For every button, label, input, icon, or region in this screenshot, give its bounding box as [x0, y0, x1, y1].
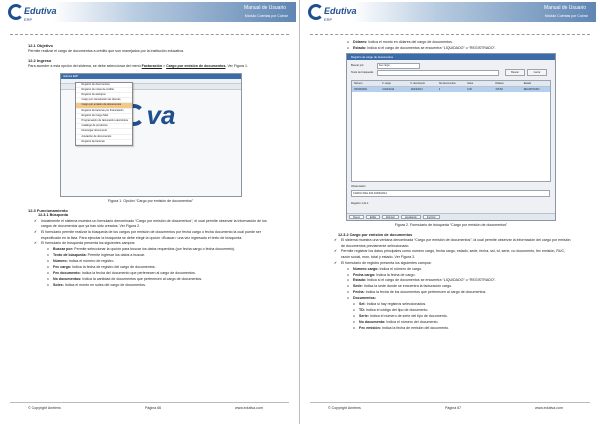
logo-swirl-icon [308, 4, 324, 20]
fig1-menu-item[interactable]: Registro de facturas [76, 140, 132, 145]
field-desc: Indica el código del tipo de documento. [365, 308, 429, 312]
field-desc: Indica el número de serie del tipo de documento. [369, 313, 448, 318]
fig1-menu-item[interactable]: Registro de Cargo Más [76, 114, 132, 119]
page-header [300, 0, 600, 34]
field-desc: Indica la fecha de cargo. [375, 272, 416, 277]
footer-divider [310, 402, 590, 403]
field-label: Dólares: [353, 40, 368, 44]
fig2-search-by-select[interactable]: Fec cargo [377, 63, 420, 69]
column-header[interactable]: Número [354, 82, 363, 86]
figure-2-caption: Figura 2. Formulario de búsqueda “Cargo por emisión de documentos” [394, 223, 508, 228]
field-desc: Indica la fecha del documento que pertenecen al cargo de documentos. [80, 271, 196, 275]
bullet-item: ✔ El sistema muestra una ventana denominada “Cargo por emisión de documentos”, la cual permite observar la información del cargo por emisión de documentos previamente seleccionado. [336, 238, 574, 249]
doc-field-item [354, 308, 574, 313]
bullet-item: ✔ Inicialmente el sistema muestra un formulario denominado “Cargo por emisión de documentos”, el cual permite observar la información de los cargos de documentos que ya han sido creados. Ver Figura 2. [36, 219, 273, 230]
bullet-item: ✔ El formulario permite realizar la búsqueda de los cargos por emisión de documentos por fecha cargo o fecha documento la cual puede ser especificado en la lista. Para ejecutar la búsqueda se debe elegir la opción <Buscar> una vez ingresado el texto de búsqueda. [36, 230, 273, 241]
footer-divider [10, 402, 289, 403]
menu-path-sep: > [162, 64, 167, 69]
field-label: Sel: [359, 302, 366, 307]
column-header[interactable]: F. cargo [382, 82, 391, 86]
field-desc: Permite ingresar los datos a buscar. [86, 253, 146, 258]
figure-2-screenshot [346, 53, 556, 221]
field-label: Fecha: [353, 290, 365, 295]
fig1-menu-item[interactable]: Descargar documento [76, 129, 132, 134]
field-item [48, 277, 273, 282]
field-item [348, 290, 574, 295]
fig2-search-text-label: Texto de búsqueda: [351, 71, 374, 75]
field-item [48, 265, 273, 270]
fig1-menu-item[interactable]: Registro de facturas por financiación [76, 109, 132, 114]
field-label: Sede: [353, 284, 363, 289]
table-cell: 0.00 [467, 88, 472, 92]
field-label: Soles: [53, 282, 64, 287]
field-item [348, 284, 574, 289]
fig2-obs-value: CARGO DEL DIA 10/04/2014 [351, 190, 550, 197]
column-header[interactable]: No documentos [438, 82, 456, 86]
footer-copyright: © Copyright Anelens [28, 406, 61, 410]
field-label: Fec documento: [53, 271, 81, 275]
column-header[interactable]: Dólares [495, 82, 504, 86]
fig1-dropdown-menu [75, 82, 133, 146]
fig2-record-counter: Registro 1 de 1 [351, 201, 369, 205]
table-cell: 315.60 [495, 88, 503, 92]
field-label: Texto de búsqueda: [53, 253, 87, 258]
fig1-logo-text: va [146, 99, 176, 130]
cargo-bullets [328, 238, 574, 331]
bullet-item: ✔ El formulario de registro presenta los siguientes campos: [336, 261, 574, 266]
fig1-menu-item[interactable]: Registro de anticipos [76, 93, 132, 98]
field-label: Fec emisión: [359, 325, 381, 330]
footer-copyright: © Copyright Anelens [328, 406, 361, 410]
field-desc: Indica la cantidad de documentos que pertenecen al cargo de documentos. [81, 276, 203, 281]
field-label: Estado: [353, 45, 367, 50]
field-label: Número cargo: [353, 266, 379, 271]
field-label: Fecha cargo: [353, 272, 376, 277]
footer-page-number: Página 66 [145, 406, 162, 410]
fig2-liquidation-button[interactable]: Liquidación [401, 215, 421, 219]
column-header[interactable]: Estado [523, 82, 532, 86]
field-desc: Permite seleccionar la opción para buscar los datos requeridos (por fecha cargo o fecha documento). [73, 247, 236, 252]
doc-field-item [354, 314, 574, 319]
field-item [48, 283, 273, 288]
field-item [348, 273, 574, 278]
header-divider [310, 34, 590, 35]
fig2-close-button[interactable]: Cerrar [527, 69, 547, 76]
fig2-title-bar: Registro de cargo de documentos [347, 54, 555, 60]
section-ingreso-text [28, 64, 273, 69]
table-cell: REGISTRADO [523, 88, 540, 92]
right-content [328, 40, 574, 332]
busqueda-bullets [28, 219, 273, 288]
table-row[interactable] [352, 87, 550, 92]
doc-field-item [354, 326, 574, 331]
edutiva-logo [8, 4, 56, 26]
logo-brand: Edutiva [324, 6, 357, 16]
fig2-new-button[interactable]: Nuevo [349, 215, 364, 219]
manual-title: Manual de Usuario [244, 5, 286, 11]
field-item [48, 271, 273, 276]
field-desc: Indica el monto en dólares del cargo de documentos. [367, 40, 453, 44]
field-desc: Indica la fecha de los documentos que pertenecen al cargo de documentos. [364, 290, 487, 295]
field-desc: Indica si el cargo de documentos se encuentra “LIQUIDADO” o “REGISTRADO”. [366, 278, 496, 283]
field-item [348, 46, 574, 51]
field-item [48, 253, 273, 258]
field-desc: Indica el monto en soles del cargo de documentos. [63, 282, 146, 287]
top-field-list [328, 40, 574, 51]
section-objetivo-title: 12.1 Objetivo [28, 43, 53, 48]
section-funcionamiento-title: 12.3 Funcionamiento [28, 208, 68, 214]
column-header[interactable]: Soles [467, 82, 474, 86]
fig2-search-by-label: Buscar por: [351, 64, 365, 68]
field-desc: Indica la fecha de registro del cargo de documentos. [71, 265, 156, 270]
right-page [300, 0, 600, 424]
bullet-item: ✔ El formulario de búsqueda presenta los siguientes campos: [36, 241, 273, 246]
field-desc: Indica si el cargo de documentos se encuentra “LIQUIDADO” o “REGISTRADO”. [366, 45, 496, 50]
field-label: No documento: [359, 319, 386, 324]
field-label: No documentos: [53, 276, 82, 281]
field-desc: Indica la fecha de emisión del documento. [380, 325, 450, 330]
field-label: TD: [359, 308, 365, 312]
fig2-search-button[interactable]: Buscar [505, 69, 525, 76]
field-label: Estado: [353, 278, 367, 283]
section-cargo-title: 12.3.2 Cargo por emisión de documentos [338, 232, 413, 237]
fig2-search-text-input[interactable] [377, 70, 499, 76]
field-item [48, 247, 273, 252]
fig1-window-title: Edutiva ERP [63, 74, 79, 78]
left-content [28, 40, 273, 289]
doc-field-item [354, 320, 574, 325]
logo-swirl-icon [8, 4, 24, 20]
fig1-menu-item[interactable]: Registro de documentos [76, 83, 132, 88]
field-item [348, 267, 574, 272]
column-header[interactable]: F. documento [410, 82, 425, 86]
field-desc: Indica el número del documento. [385, 319, 439, 324]
fig2-edit-button[interactable]: Editar [366, 215, 380, 219]
manual-subtitle: Módulo Cuentas por Cobrar [544, 14, 588, 18]
documents-label: Documentos: [353, 296, 376, 301]
fig2-obs-label: Observación [351, 185, 366, 189]
figure-1-screenshot [60, 73, 242, 197]
fig1-menu-item[interactable]: Cargo por cancelación de clientes [76, 98, 132, 103]
manual-title: Manual de Usuario [544, 5, 586, 11]
section-busqueda-title: 12.3.1 Búsqueda [38, 213, 68, 218]
logo-sub: ERP [24, 17, 33, 22]
field-item [348, 40, 574, 45]
section-objetivo-text: Permite realizar el cargo de documentos a crédito que son manejados por la institución educativa. [28, 49, 185, 54]
field-item [48, 259, 273, 264]
field-desc: Indica si hay registros seleccionados. [365, 302, 427, 307]
ingreso-text-a: Para acceder a esta opción del sistema, se debe seleccionar del menú [28, 64, 142, 69]
field-item [348, 278, 574, 283]
footer-website[interactable]: www.edutiva.com [235, 406, 263, 410]
table-cell: 0000000001 [354, 88, 368, 92]
fig2-delete-button[interactable]: Eliminar [382, 215, 399, 219]
fig2-observation [351, 184, 550, 206]
page-header [0, 0, 300, 34]
bullet-item: ✔ Permite registrar los datos principales como número cargo, fecha cargo, estado, sede, fecha, ssl, td, serie, no documento, fec emisión, RUC, razón social, mon, total y estado. Ver Figura 3. [336, 249, 574, 260]
field-desc: Indica el número de cargo. [378, 266, 423, 271]
header-divider [10, 34, 289, 35]
doc-field-item [354, 302, 574, 307]
field-label: Buscar por: [53, 247, 74, 252]
logo-brand: Edutiva [24, 6, 57, 16]
figure-1-caption: Figura 1. Opción “Cargo por emisión de documentos” [108, 198, 193, 203]
edutiva-logo [308, 4, 356, 26]
menu-path-facturacion: Facturación [141, 64, 163, 69]
fig1-menu-item[interactable]: Registro de notas de crédito [76, 88, 132, 93]
table-cell: 2 [438, 88, 441, 92]
fig1-menu-item[interactable]: Catálogo de productos [76, 124, 132, 129]
fig2-results-grid [351, 80, 551, 182]
fig2-print-button[interactable]: Imprimir [423, 215, 440, 219]
section-ingreso-title: 12.2 Ingreso [28, 57, 52, 63]
fig1-menu-item[interactable]: Programación de facturación electrónica [76, 119, 132, 124]
field-desc: Indica el número de registro. [67, 259, 115, 264]
footer-page-number: Página 67 [445, 406, 462, 410]
logo-sub: ERP [324, 17, 333, 22]
footer-website[interactable]: www.edutiva.com [535, 406, 563, 410]
fig1-menu-item-selected[interactable]: Cargo por emisión de documentos [76, 103, 132, 108]
field-item [348, 296, 574, 301]
menu-path-option: Cargo por emisión de documentos [166, 64, 226, 69]
manual-subtitle: Módulo Cuentas por Cobrar [244, 14, 288, 18]
field-label: Serie: [359, 313, 369, 318]
ingreso-text-b: . Ver Figura 1. [225, 64, 249, 69]
table-cell: 10/04/2014 [382, 88, 395, 92]
field-label: Fec cargo: [53, 265, 72, 270]
fig2-button-bar [347, 213, 555, 220]
field-label: Número: [53, 259, 68, 264]
table-cell: 10/04/2014 [410, 88, 423, 92]
field-desc: Indica la sede donde se encuentra la facturación cargo. [362, 284, 453, 289]
fig1-menu-item[interactable]: Anulación de documentos [76, 135, 132, 140]
